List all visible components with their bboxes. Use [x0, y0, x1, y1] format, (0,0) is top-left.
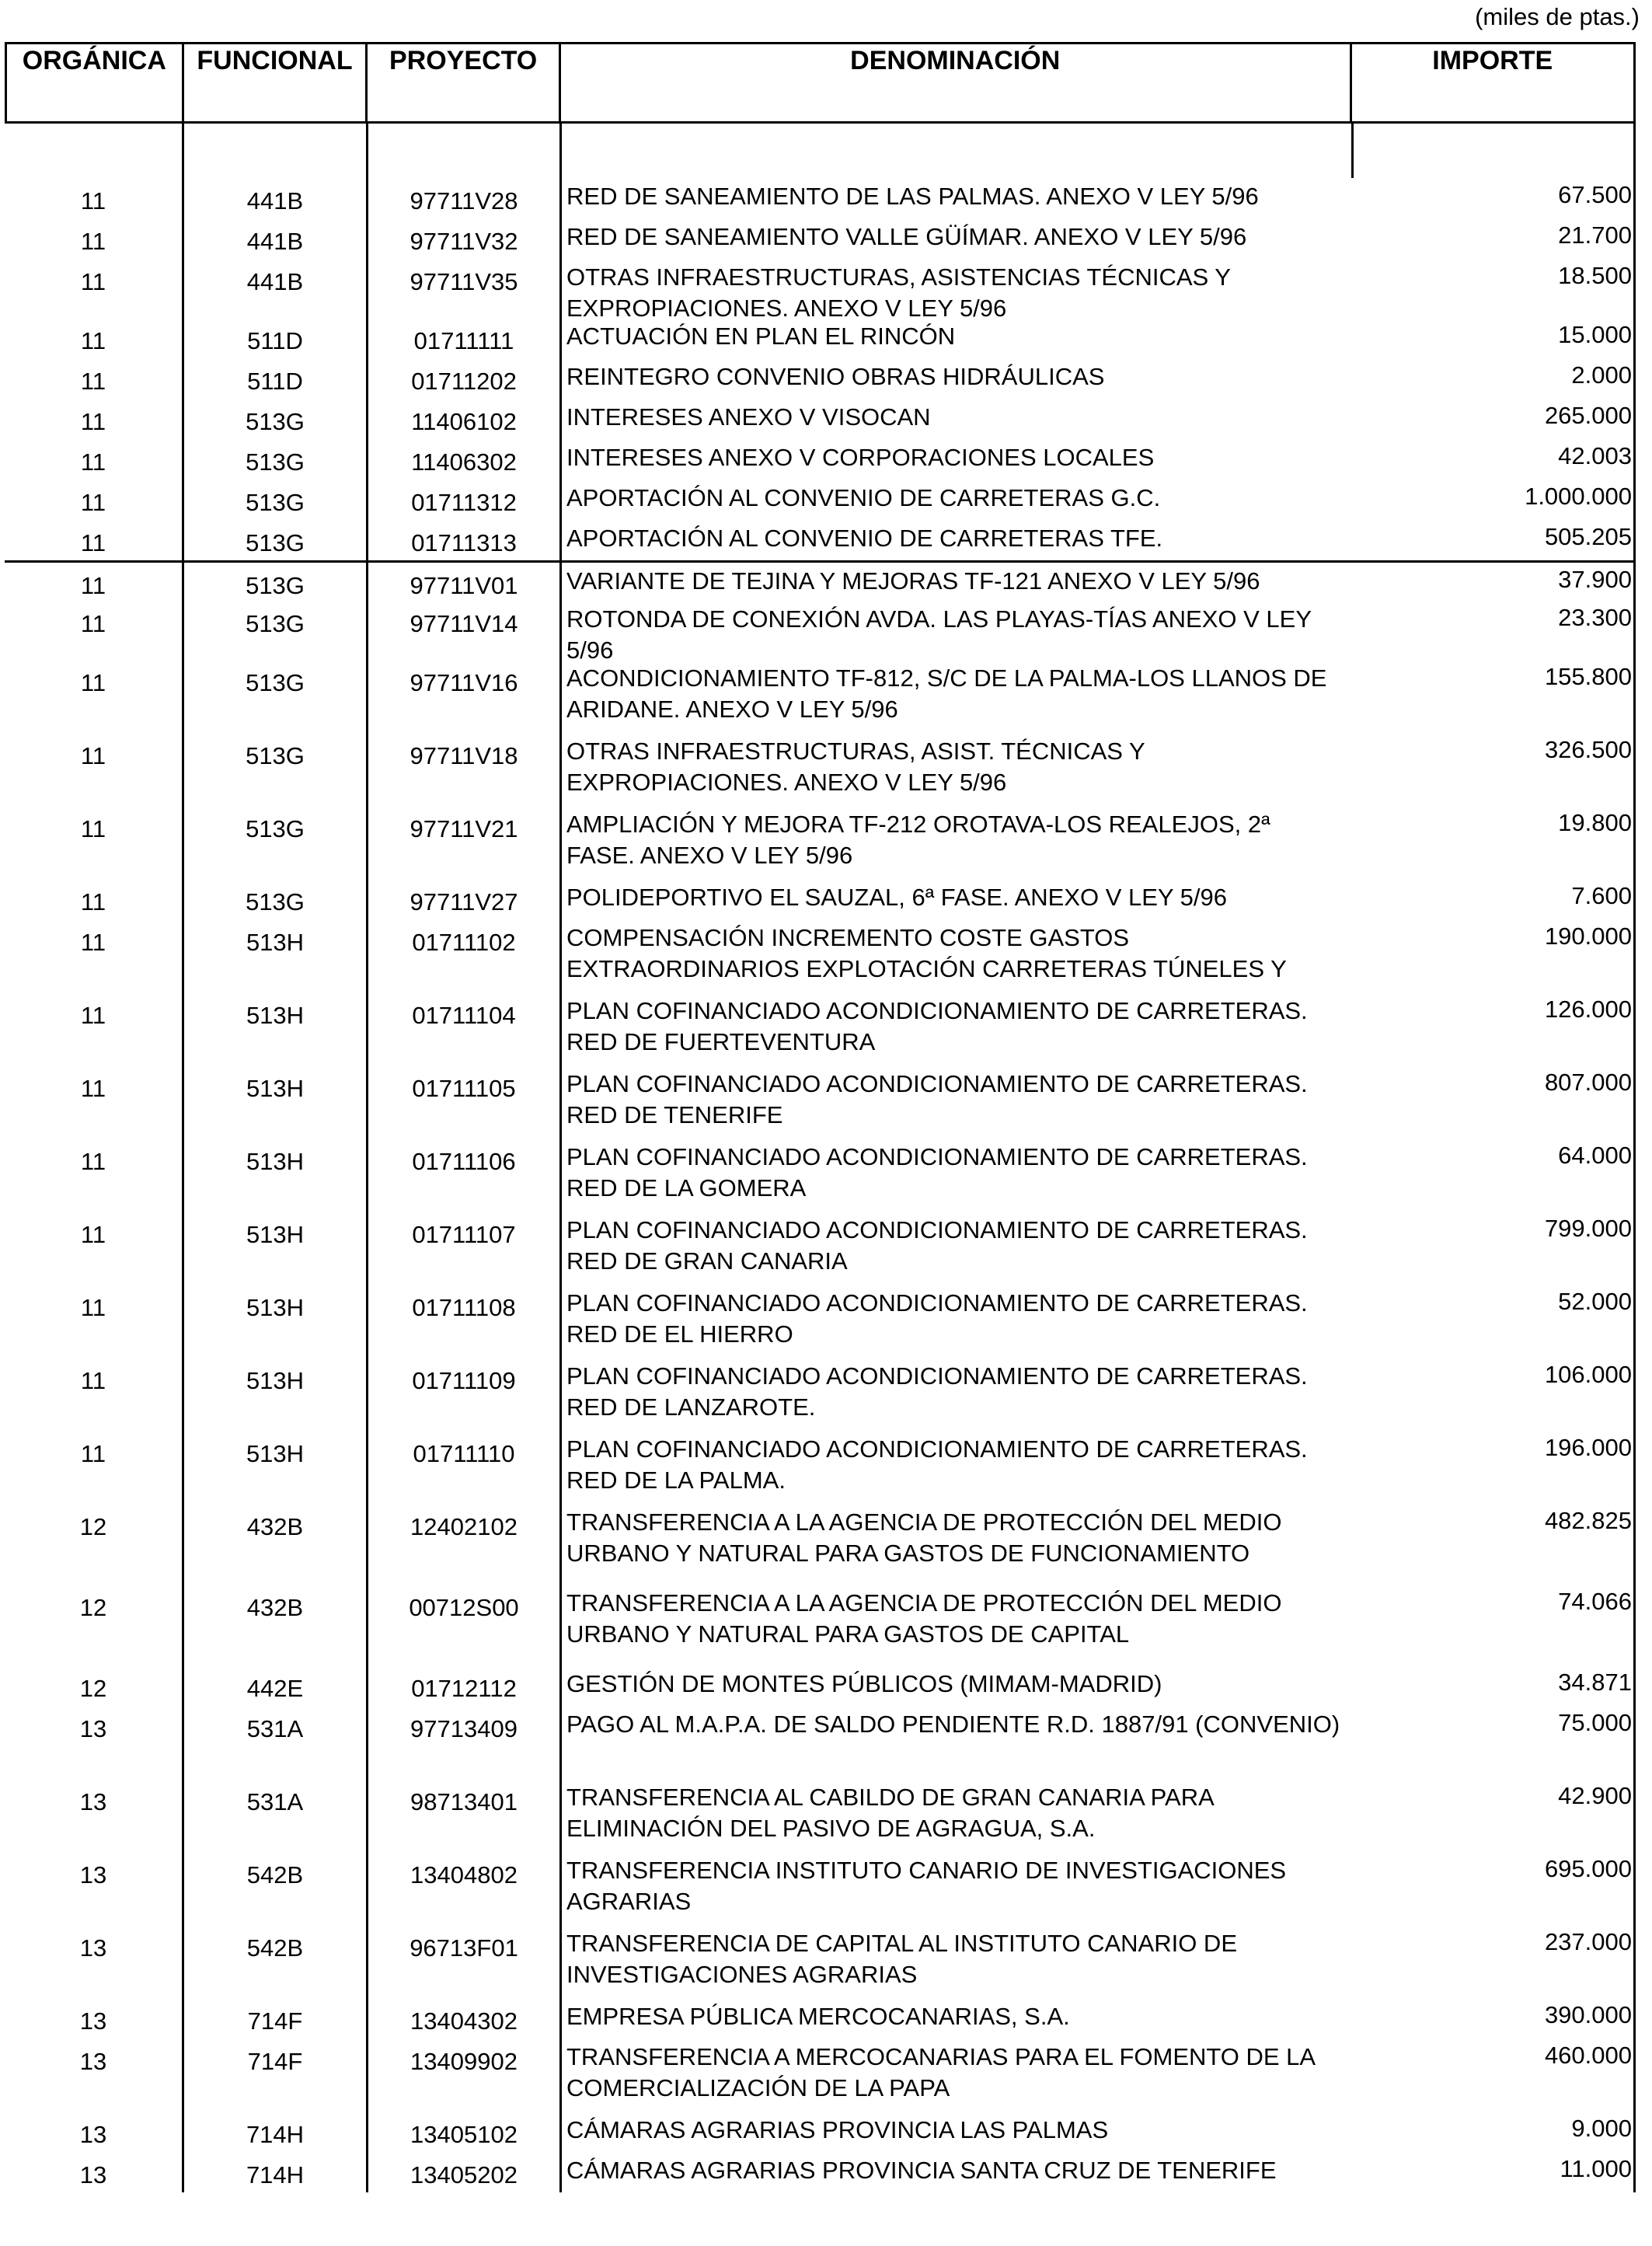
header-gap	[182, 124, 1636, 178]
importe-cell: 390.000	[1351, 1998, 1636, 2038]
denominacion-cell: ACONDICIONAMIENTO TF-812, S/C DE LA PALMA-LOS LLANOS DE ARIDANE. ANEXO V LEY 5/96	[559, 660, 1351, 733]
funcional-cell: 511D	[182, 358, 366, 399]
proyecto-cell: 01711104	[366, 992, 559, 1065]
denominacion-cell: RED DE SANEAMIENTO DE LAS PALMAS. ANEXO V LEY 5/96	[559, 178, 1351, 218]
proyecto-cell: 13404802	[366, 1852, 559, 1925]
denominacion-cell: INTERESES ANEXO V VISOCAN	[559, 399, 1351, 439]
proyecto-cell: 01711107	[366, 1212, 559, 1285]
denominacion-cell: VARIANTE DE TEJINA Y MEJORAS TF-121 ANEXO V LEY 5/96	[559, 563, 1351, 601]
organica-cell: 11	[80, 1440, 106, 1467]
funcional-cell: 432B	[182, 1504, 366, 1585]
organica-cell: 11	[80, 669, 106, 696]
organica-cell: 13	[79, 1715, 107, 1742]
proyecto-cell: 13405202	[366, 2152, 559, 2192]
funcional-cell: 441B	[182, 178, 366, 218]
table-row	[5, 259, 1636, 322]
table-header	[5, 42, 1636, 124]
funcional-cell: 513H	[182, 992, 366, 1065]
funcional-cell: 542B	[182, 1852, 366, 1925]
organica-cell: 11	[80, 1002, 106, 1029]
table-row	[5, 601, 1636, 664]
table-row	[5, 992, 1636, 1065]
proyecto-cell: 01711110	[366, 1431, 559, 1504]
denominacion-cell: ROTONDA DE CONEXIÓN AVDA. LAS PLAYAS-TÍAS ANEXO V LEY 5/96	[559, 601, 1351, 660]
header-organica: ORGÁNICA	[7, 44, 184, 121]
denominacion-cell: INTERESES ANEXO V CORPORACIONES LOCALES	[559, 439, 1351, 480]
organica-cell: 11	[80, 742, 106, 769]
denominacion-cell: PLAN COFINANCIADO ACONDICIONAMIENTO DE CARRETERAS. RED DE LA PALMA.	[559, 1431, 1351, 1504]
denominacion-cell: ACTUACIÓN EN PLAN EL RINCÓN	[559, 318, 1351, 358]
funcional-cell: 513H	[182, 1065, 366, 1139]
proyecto-cell: 01711313	[366, 520, 559, 560]
proyecto-cell: 97711V32	[366, 218, 559, 259]
table-row	[5, 1779, 1636, 1852]
organica-cell: 11	[80, 268, 106, 295]
table-row	[5, 439, 1636, 480]
unit-note: (miles de ptas.)	[1475, 3, 1640, 30]
table-row	[5, 2112, 1636, 2152]
table-row	[5, 1358, 1636, 1431]
funcional-cell: 441B	[182, 218, 366, 259]
funcional-cell: 513G	[182, 399, 366, 439]
funcional-cell: 513G	[182, 439, 366, 480]
proyecto-cell: 97711V35	[366, 259, 559, 318]
proyecto-cell: 13409902	[366, 2038, 559, 2112]
importe-cell: 482.825	[1351, 1504, 1636, 1585]
organica-cell: 11	[80, 448, 106, 476]
importe-cell: 37.900	[1351, 563, 1636, 601]
table-row	[5, 2038, 1636, 2112]
table-row	[5, 1504, 1636, 1585]
denominacion-cell: REINTEGRO CONVENIO OBRAS HIDRÁULICAS	[559, 358, 1351, 399]
denominacion-cell: OTRAS INFRAESTRUCTURAS, ASIST. TÉCNICAS Y EXPROPIACIONES. ANEXO V LEY 5/96	[559, 733, 1351, 806]
funcional-cell: 441B	[182, 259, 366, 318]
proyecto-cell: 98713401	[366, 1779, 559, 1852]
denominacion-cell: TRANSFERENCIA A LA AGENCIA DE PROTECCIÓN DEL MEDIO URBANO Y NATURAL PARA GASTOS DE FUNCIONAMIENTO	[559, 1504, 1351, 1585]
importe-cell: 9.000	[1351, 2112, 1636, 2152]
importe-cell: 67.500	[1351, 178, 1636, 218]
proyecto-cell: 97713409	[366, 1706, 559, 1779]
table-row	[5, 1212, 1636, 1285]
table-row	[5, 1706, 1636, 1779]
organica-cell: 11	[80, 610, 106, 637]
organica-cell: 11	[80, 187, 106, 214]
table-row	[5, 733, 1636, 806]
funcional-cell: 513H	[182, 1285, 366, 1358]
table-row	[5, 520, 1636, 560]
proyecto-cell: 01711312	[366, 480, 559, 520]
denominacion-cell: OTRAS INFRAESTRUCTURAS, ASISTENCIAS TÉCNICAS Y EXPROPIACIONES. ANEXO V LEY 5/96	[559, 259, 1351, 318]
proyecto-cell: 13404302	[366, 1998, 559, 2038]
header-funcional: FUNCIONAL	[184, 44, 368, 121]
importe-cell: 23.300	[1351, 601, 1636, 660]
denominacion-cell: PLAN COFINANCIADO ACONDICIONAMIENTO DE CARRETERAS. RED DE LANZAROTE.	[559, 1358, 1351, 1431]
funcional-cell: 513G	[182, 520, 366, 560]
header-denominacion: DENOMINACIÓN	[561, 44, 1352, 121]
table-row	[5, 1431, 1636, 1504]
table-row	[5, 1852, 1636, 1925]
denominacion-cell: PLAN COFINANCIADO ACONDICIONAMIENTO DE CARRETERAS. RED DE GRAN CANARIA	[559, 1212, 1351, 1285]
organica-cell: 13	[79, 2048, 107, 2075]
proyecto-cell: 01711202	[366, 358, 559, 399]
table-row	[5, 318, 1636, 358]
proyecto-cell: 97711V01	[366, 563, 559, 601]
importe-cell: 64.000	[1351, 1139, 1636, 1212]
denominacion-cell: CÁMARAS AGRARIAS PROVINCIA SANTA CRUZ DE TENERIFE	[559, 2152, 1351, 2192]
table-row	[5, 1585, 1636, 1665]
importe-cell: 807.000	[1351, 1065, 1636, 1139]
importe-cell: 190.000	[1351, 919, 1636, 992]
funcional-cell: 513H	[182, 1139, 366, 1212]
funcional-cell: 513H	[182, 1431, 366, 1504]
organica-cell: 11	[80, 929, 106, 956]
organica-cell: 13	[79, 1934, 107, 1962]
proyecto-cell: 00712S00	[366, 1585, 559, 1665]
denominacion-cell: EMPRESA PÚBLICA MERCOCANARIAS, S.A.	[559, 1998, 1351, 2038]
table-row	[5, 1139, 1636, 1212]
table-row	[5, 178, 1636, 218]
organica-cell: 11	[80, 489, 106, 516]
organica-cell: 13	[79, 2007, 107, 2035]
denominacion-cell: PLAN COFINANCIADO ACONDICIONAMIENTO DE CARRETERAS. RED DE LA GOMERA	[559, 1139, 1351, 1212]
importe-cell: 7.600	[1351, 879, 1636, 919]
proyecto-cell: 01711105	[366, 1065, 559, 1139]
denominacion-cell: PLAN COFINANCIADO ACONDICIONAMIENTO DE CARRETERAS. RED DE EL HIERRO	[559, 1285, 1351, 1358]
organica-cell: 11	[80, 1148, 106, 1175]
proyecto-cell: 01711106	[366, 1139, 559, 1212]
importe-cell: 155.800	[1351, 660, 1636, 733]
organica-cell: 11	[80, 368, 106, 395]
proyecto-cell: 97711V28	[366, 178, 559, 218]
denominacion-cell: CÁMARAS AGRARIAS PROVINCIA LAS PALMAS	[559, 2112, 1351, 2152]
denominacion-cell: GESTIÓN DE MONTES PÚBLICOS (MIMAM-MADRID)	[559, 1665, 1351, 1706]
importe-cell: 695.000	[1351, 1852, 1636, 1925]
table-row	[5, 1925, 1636, 1998]
table-row	[5, 660, 1636, 733]
funcional-cell: 513H	[182, 1358, 366, 1431]
importe-cell: 42.900	[1351, 1779, 1636, 1852]
denominacion-cell: COMPENSACIÓN INCREMENTO COSTE GASTOS EXTRAORDINARIOS EXPLOTACIÓN CARRETERAS TÚNELES Y	[559, 919, 1351, 992]
funcional-cell: 513G	[182, 563, 366, 601]
denominacion-cell: PAGO AL M.A.P.A. DE SALDO PENDIENTE R.D. 1887/91 (CONVENIO)	[559, 1706, 1351, 1779]
importe-cell: 21.700	[1351, 218, 1636, 259]
funcional-cell: 513G	[182, 733, 366, 806]
importe-cell: 126.000	[1351, 992, 1636, 1065]
importe-cell: 19.800	[1351, 806, 1636, 879]
funcional-cell: 513G	[182, 806, 366, 879]
proyecto-cell: 01711108	[366, 1285, 559, 1358]
denominacion-cell: POLIDEPORTIVO EL SAUZAL, 6ª FASE. ANEXO V LEY 5/96	[559, 879, 1351, 919]
organica-cell: 11	[80, 1294, 106, 1321]
denominacion-cell: AMPLIACIÓN Y MEJORA TF-212 OROTAVA-LOS REALEJOS, 2ª FASE. ANEXO V LEY 5/96	[559, 806, 1351, 879]
importe-cell: 52.000	[1351, 1285, 1636, 1358]
importe-cell: 326.500	[1351, 733, 1636, 806]
denominacion-cell: PLAN COFINANCIADO ACONDICIONAMIENTO DE CARRETERAS. RED DE TENERIFE	[559, 1065, 1351, 1139]
organica-cell: 11	[80, 327, 106, 354]
denominacion-cell: TRANSFERENCIA A LA AGENCIA DE PROTECCIÓN DEL MEDIO URBANO Y NATURAL PARA GASTOS DE CAPITAL	[559, 1585, 1351, 1665]
organica-cell: 11	[80, 228, 106, 255]
table-row	[5, 480, 1636, 520]
proyecto-cell: 01711111	[366, 318, 559, 358]
table-row	[5, 1998, 1636, 2038]
proyecto-cell: 01711109	[366, 1358, 559, 1431]
funcional-cell: 714F	[182, 2038, 366, 2112]
table-row	[5, 218, 1636, 259]
denominacion-cell: RED DE SANEAMIENTO VALLE GÜÍMAR. ANEXO V LEY 5/96	[559, 218, 1351, 259]
importe-cell: 2.000	[1351, 358, 1636, 399]
organica-cell: 11	[80, 1367, 106, 1394]
funcional-cell: 542B	[182, 1925, 366, 1998]
table-row	[5, 1285, 1636, 1358]
proyecto-cell: 96713F01	[366, 1925, 559, 1998]
proyecto-cell: 01712112	[366, 1665, 559, 1706]
organica-cell: 13	[79, 2121, 107, 2148]
funcional-cell: 714H	[182, 2152, 366, 2192]
importe-cell: 1.000.000	[1351, 480, 1636, 520]
proyecto-cell: 97711V16	[366, 660, 559, 733]
proyecto-cell: 01711102	[366, 919, 559, 992]
table-row	[5, 919, 1636, 992]
funcional-cell: 513G	[182, 660, 366, 733]
importe-cell: 42.003	[1351, 439, 1636, 480]
importe-cell: 74.066	[1351, 1585, 1636, 1665]
organica-cell: 11	[80, 888, 106, 915]
funcional-cell: 531A	[182, 1706, 366, 1779]
funcional-cell: 511D	[182, 318, 366, 358]
organica-cell: 11	[80, 572, 106, 599]
importe-cell: 799.000	[1351, 1212, 1636, 1285]
importe-cell: 505.205	[1351, 520, 1636, 560]
funcional-cell: 531A	[182, 1779, 366, 1852]
organica-cell: 11	[80, 529, 106, 556]
importe-cell: 34.871	[1351, 1665, 1636, 1706]
funcional-cell: 513G	[182, 480, 366, 520]
organica-cell: 13	[79, 2161, 107, 2188]
denominacion-cell: APORTACIÓN AL CONVENIO DE CARRETERAS TFE.	[559, 520, 1351, 560]
funcional-cell: 714H	[182, 2112, 366, 2152]
table-row	[5, 560, 1636, 601]
funcional-cell: 513G	[182, 601, 366, 660]
funcional-cell: 442E	[182, 1665, 366, 1706]
table-body	[5, 178, 1636, 2192]
importe-cell: 11.000	[1351, 2152, 1636, 2192]
table-row	[5, 358, 1636, 399]
organica-cell: 12	[79, 1513, 107, 1540]
budget-table	[5, 42, 1636, 2192]
table-row	[5, 806, 1636, 879]
denominacion-cell: TRANSFERENCIA INSTITUTO CANARIO DE INVESTIGACIONES AGRARIAS	[559, 1852, 1351, 1925]
header-proyecto: PROYECTO	[368, 44, 561, 121]
header-importe: IMPORTE	[1352, 44, 1636, 121]
importe-cell: 18.500	[1351, 259, 1636, 318]
proyecto-cell: 97711V14	[366, 601, 559, 660]
organica-cell: 11	[80, 815, 106, 842]
importe-cell: 15.000	[1351, 318, 1636, 358]
proyecto-cell: 12402102	[366, 1504, 559, 1585]
organica-cell: 11	[80, 1075, 106, 1102]
funcional-cell: 513G	[182, 879, 366, 919]
importe-cell: 106.000	[1351, 1358, 1636, 1431]
organica-cell: 11	[80, 1221, 106, 1248]
funcional-cell: 513H	[182, 1212, 366, 1285]
importe-cell: 196.000	[1351, 1431, 1636, 1504]
denominacion-cell: APORTACIÓN AL CONVENIO DE CARRETERAS G.C.	[559, 480, 1351, 520]
denominacion-cell: PLAN COFINANCIADO ACONDICIONAMIENTO DE CARRETERAS. RED DE FUERTEVENTURA	[559, 992, 1351, 1065]
table-row	[5, 399, 1636, 439]
funcional-cell: 432B	[182, 1585, 366, 1665]
proyecto-cell: 11406302	[366, 439, 559, 480]
proyecto-cell: 11406102	[366, 399, 559, 439]
proyecto-cell: 97711V21	[366, 806, 559, 879]
denominacion-cell: TRANSFERENCIA DE CAPITAL AL INSTITUTO CANARIO DE INVESTIGACIONES AGRARIAS	[559, 1925, 1351, 1998]
proyecto-cell: 97711V27	[366, 879, 559, 919]
funcional-cell: 513H	[182, 919, 366, 992]
organica-cell: 13	[79, 1861, 107, 1889]
table-row	[5, 1065, 1636, 1139]
importe-cell: 237.000	[1351, 1925, 1636, 1998]
table-row	[5, 879, 1636, 919]
organica-cell: 11	[80, 408, 106, 435]
organica-cell: 13	[79, 1788, 107, 1815]
table-row	[5, 1665, 1636, 1706]
proyecto-cell: 97711V18	[366, 733, 559, 806]
table-row	[5, 2152, 1636, 2192]
denominacion-cell: TRANSFERENCIA A MERCOCANARIAS PARA EL FOMENTO DE LA COMERCIALIZACIÓN DE LA PAPA	[559, 2038, 1351, 2112]
denominacion-cell: TRANSFERENCIA AL CABILDO DE GRAN CANARIA PARA ELIMINACIÓN DEL PASIVO DE AGRAGUA, S.A.	[559, 1779, 1351, 1852]
importe-cell: 265.000	[1351, 399, 1636, 439]
proyecto-cell: 13405102	[366, 2112, 559, 2152]
organica-cell: 12	[79, 1594, 107, 1621]
organica-cell: 12	[79, 1675, 107, 1702]
funcional-cell: 714F	[182, 1998, 366, 2038]
importe-cell: 460.000	[1351, 2038, 1636, 2112]
importe-cell: 75.000	[1351, 1706, 1636, 1779]
